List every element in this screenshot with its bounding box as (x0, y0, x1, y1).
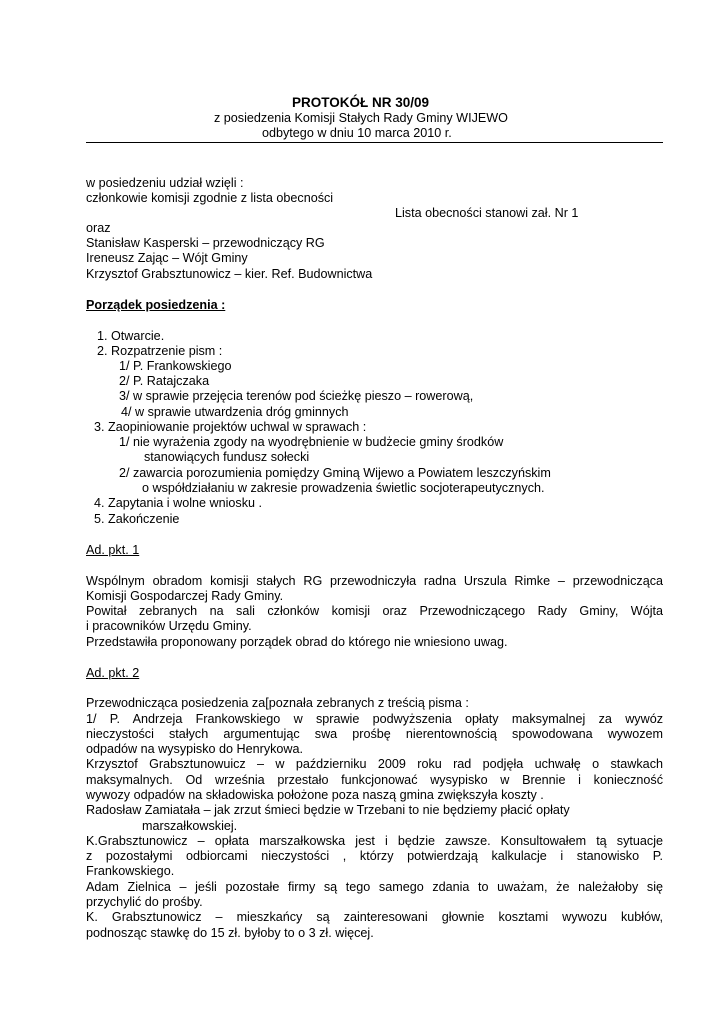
section2-paragraph-line: Frankowskiego. (86, 864, 175, 878)
page-title: PROTOKÓŁ NR 30/09 (292, 95, 430, 110)
subtitle-date: odbytego w dniu 10 marca 2010 r. (262, 126, 452, 140)
section2-paragraph-line: przychylić do prośby. (86, 895, 203, 909)
attendance-members: członkowie komisji zgodnie z lista obecności (86, 191, 334, 205)
agenda-heading: Porządek posiedzenia : (86, 298, 226, 312)
agenda-item: 4. Zapytania i wolne wniosku . (94, 496, 263, 510)
agenda-subitem: 4/ w sprawie utwardzenia dróg gminnych (121, 405, 349, 419)
section2-paragraph-line: marszałkowskiej. (142, 819, 238, 833)
agenda-subitem: 1/ nie wyrażenia zgody na wyodrębnienie w budżecie gminy środków (119, 435, 504, 449)
section2-paragraph-line: wywozy odpadów na składowiska położone poza naszą gmina zwiększyła koszty . (86, 788, 544, 802)
subtitle-meeting: z posiedzenia Komisji Stałych Rady Gminy WIJEWO (214, 111, 508, 125)
section1-paragraph-line: Komisji Gospodarczej Rady Gminy. (86, 589, 284, 603)
attendance-person: Stanisław Kasperski – przewodniczący RG (86, 236, 325, 250)
section2-paragraph-line: Adam Zielnica – jeśli pozostałe firmy są tego samego zdania to uważam, że należałoby się (86, 880, 663, 894)
agenda-subitem-cont: stanowiących fundusz sołecki (144, 450, 310, 464)
section1-paragraph-line: Powitał zebranych na sali członków komisji oraz Przewodniczącego Rady Gminy, Wójta (86, 604, 663, 618)
section2-paragraph-line: nieczystości stałych argumentując swa prośbę nierentownością spowodowana wywozem (86, 727, 663, 741)
agenda-subitem: 2/ zawarcia porozumienia pomiędzy Gminą Wijewo a Powiatem leszczyńskim (119, 466, 551, 480)
attendance-person: Krzysztof Grabsztunowicz – kier. Ref. Budownictwa (86, 267, 373, 281)
agenda-subitem: 2/ P. Ratajczaka (119, 374, 210, 388)
section2-heading: Ad. pkt. 2 (86, 666, 140, 680)
agenda-item: 1. Otwarcie. (97, 329, 165, 343)
section1-paragraph-line: Wspólnym obradom komisji stałych RG przewodniczyła radna Urszula Rimke – przewodnicząca (86, 574, 663, 588)
section2-paragraph-line: K. Grabsztunowicz – mieszkańcy są zainteresowani głownie kosztami wywozu kubłów, (86, 910, 663, 924)
agenda-item: 3. Zaopiniowanie projektów uchwal w sprawach : (94, 420, 367, 434)
agenda-subitem-cont: o współdziałaniu w zakresie prowadzenia świetlic socjoterapeutycznych. (142, 481, 545, 495)
section1-paragraph-line: i pracowników Urzędu Gminy. (86, 619, 252, 633)
section2-paragraph-line: K.Grabsztunowicz – opłata marszałkowska jest i będzie zawsze. Konsultowałem tą sytuacje (86, 834, 663, 848)
section2-paragraph-line: Krzysztof Grabsztunowuicz – w październiku 2009 roku rad podjęła uchwałę o stawkach (86, 757, 663, 771)
section2-paragraph-line: 1/ P. Andrzeja Frankowskiego w sprawie podwyższenia opłaty maksymalnej za wywóz (86, 712, 663, 726)
section1-heading: Ad. pkt. 1 (86, 543, 140, 557)
attendance-person: Ireneusz Zając – Wójt Gminy (86, 251, 248, 265)
section2-paragraph-line: maksymalnych. Od września przestało funkcjonować wysypisko w Brennie i konieczność (86, 773, 663, 787)
section2-paragraph-line: odpadów na wysypisko do Henrykowa. (86, 742, 304, 756)
section1-paragraph-line: Przedstawiła proponowany porządek obrad do którego nie wniesiono uwag. (86, 635, 508, 649)
agenda-item: 5. Zakończenie (94, 512, 180, 526)
agenda-subitem: 3/ w sprawie przejęcia terenów pod ścieżkę pieszo – rowerową, (119, 389, 474, 403)
section2-paragraph-line: z pozostałymi odbiorcami nieczystości , którzy potwierdzają kalkulacje i stanowisko P. (86, 849, 663, 863)
header-divider (86, 142, 663, 143)
attendance-intro: w posiedzeniu udział wzięli : (86, 176, 244, 190)
attachment-note: Lista obecności stanowi zał. Nr 1 (395, 206, 579, 220)
section2-paragraph-line: podnosząc stawkę do 15 zł. byłoby to o 3 zł. więcej. (86, 926, 374, 940)
section2-paragraph-line: Radosław Zamiatała – jak zrzut śmieci będzie w Trzebani to nie będziemy płacić opłaty (86, 803, 570, 817)
agenda-subitem: 1/ P. Frankowskiego (119, 359, 232, 373)
attendance-oraz: oraz (86, 221, 111, 235)
agenda-item: 2. Rozpatrzenie pism : (97, 344, 223, 358)
section2-paragraph-line: Przewodnicząca posiedzenia za[poznała zebranych z treścią pisma : (86, 696, 469, 710)
